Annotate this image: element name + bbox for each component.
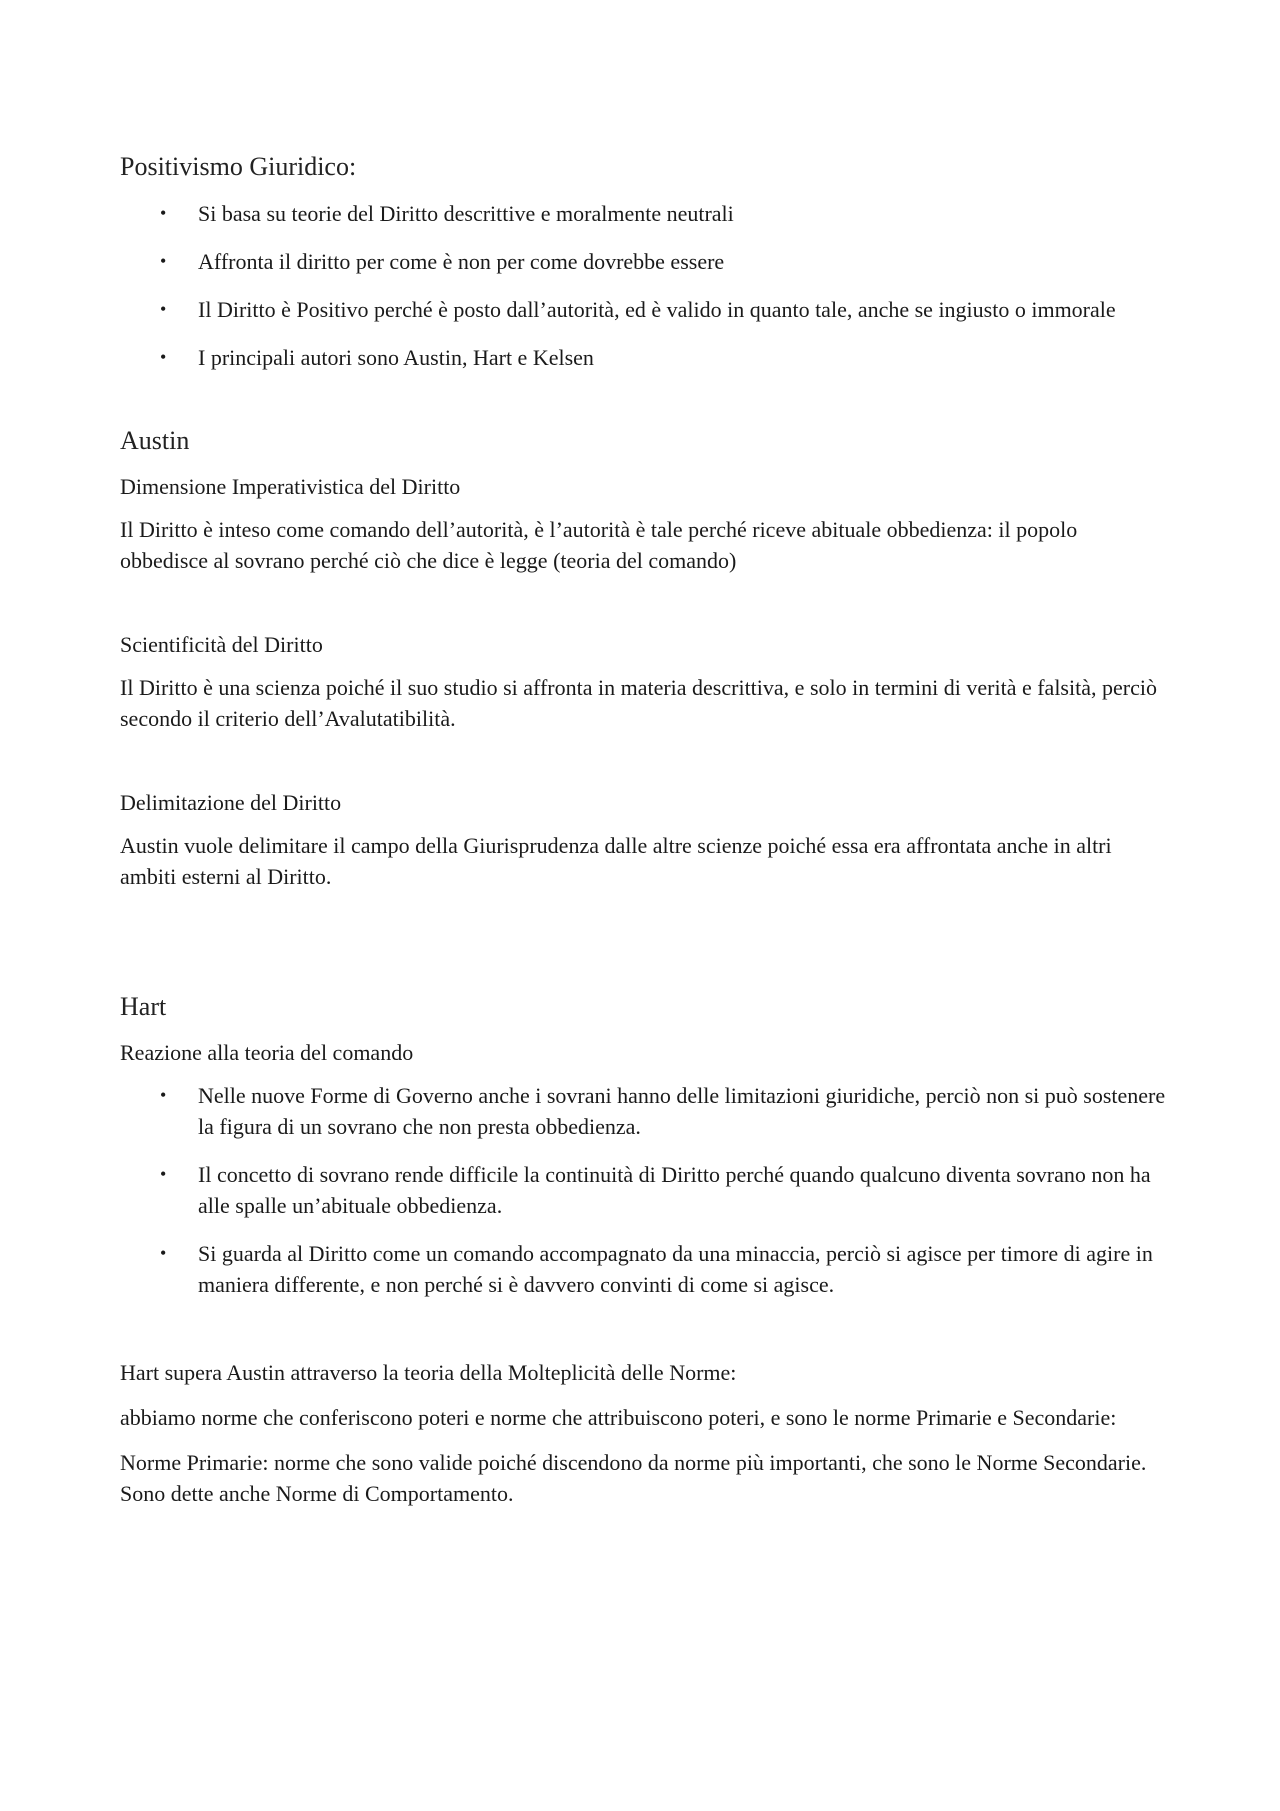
bullet-icon: • (160, 1243, 167, 1263)
list-item-text: Il Diritto è Positivo perché è posto dall’autorità, ed è valido in quanto tale, anche se ingiusto o immorale (198, 297, 1116, 322)
bullet-icon: • (160, 1164, 167, 1184)
section-title-austin: Austin (120, 426, 190, 455)
list-item (120, 246, 1170, 277)
document-page (120, 150, 1170, 1523)
hart-bullet-list (120, 1080, 1170, 1300)
list-item-text: Affronta il diritto per come è non per come dovrebbe essere (198, 249, 725, 274)
bullet-icon: • (160, 1085, 167, 1105)
bullet-icon: • (160, 347, 167, 367)
subtitle-delimitazione: Delimitazione del Diritto (120, 790, 342, 815)
positivismo-bullet-list (120, 198, 1170, 373)
subtitle-reazione-teoria-comando: Reazione alla teoria del comando (120, 1040, 414, 1065)
list-item-text: Si basa su teorie del Diritto descrittive e moralmente neutrali (198, 201, 734, 226)
bullet-icon: • (160, 251, 167, 271)
list-item-text: I principali autori sono Austin, Hart e Kelsen (198, 345, 594, 370)
list-item-text: Si guarda al Diritto come un comando accompagnato da una minaccia, perciò si agisce per timore di agire in maniera differente, e non perché si è davvero convinti di come si agisce. (198, 1241, 1153, 1297)
section-title-positivismo: Positivismo Giuridico: (120, 152, 357, 181)
paragraph-delimitazione: Austin vuole delimitare il campo della Giurisprudenza dalle altre scienze poiché essa era affrontata anche in altri ambiti esterni al Diritto. (120, 833, 1112, 889)
list-item-text: Il concetto di sovrano rende difficile la continuità di Diritto perché quando qualcuno diventa sovrano non ha alle spalle un’abituale obbedienza. (198, 1162, 1151, 1218)
list-item (120, 294, 1170, 325)
list-item (120, 1080, 1170, 1142)
list-item (120, 198, 1170, 229)
bullet-icon: • (160, 203, 167, 223)
bullet-icon: • (160, 299, 167, 319)
list-item (120, 342, 1170, 373)
section-title-hart: Hart (120, 992, 167, 1021)
paragraph-norme-primarie-secondarie: abbiamo norme che conferiscono poteri e norme che attribuiscono poteri, e sono le norme Primarie e Secondarie: (120, 1405, 1117, 1430)
paragraph-dimensione-imperativistica: Il Diritto è inteso come comando dell’autorità, è l’autorità è tale perché riceve abituale obbedienza: il popolo obbedisce al sovrano perché ciò che dice è legge (teoria del comando) (120, 517, 1078, 573)
subtitle-dimensione-imperativistica: Dimensione Imperativistica del Diritto (120, 474, 461, 499)
subtitle-scientificita: Scientificità del Diritto (120, 632, 323, 657)
list-item (120, 1159, 1170, 1221)
list-item (120, 1238, 1170, 1300)
paragraph-molteplicita-norme: Hart supera Austin attraverso la teoria della Molteplicità delle Norme: (120, 1360, 737, 1385)
paragraph-norme-primarie: Norme Primarie: norme che sono valide poiché discendono da norme più importanti, che sono le Norme Secondarie. Sono dette anche Norme di Comportamento. (120, 1450, 1147, 1506)
list-item-text: Nelle nuove Forme di Governo anche i sovrani hanno delle limitazioni giuridiche, perciò non si può sostenere la figura di un sovrano che non presta obbedienza. (198, 1083, 1166, 1139)
paragraph-scientificita: Il Diritto è una scienza poiché il suo studio si affronta in materia descrittiva, e solo in termini di verità e falsità, perciò secondo il criterio dell’Avalutatibilità. (120, 675, 1157, 731)
